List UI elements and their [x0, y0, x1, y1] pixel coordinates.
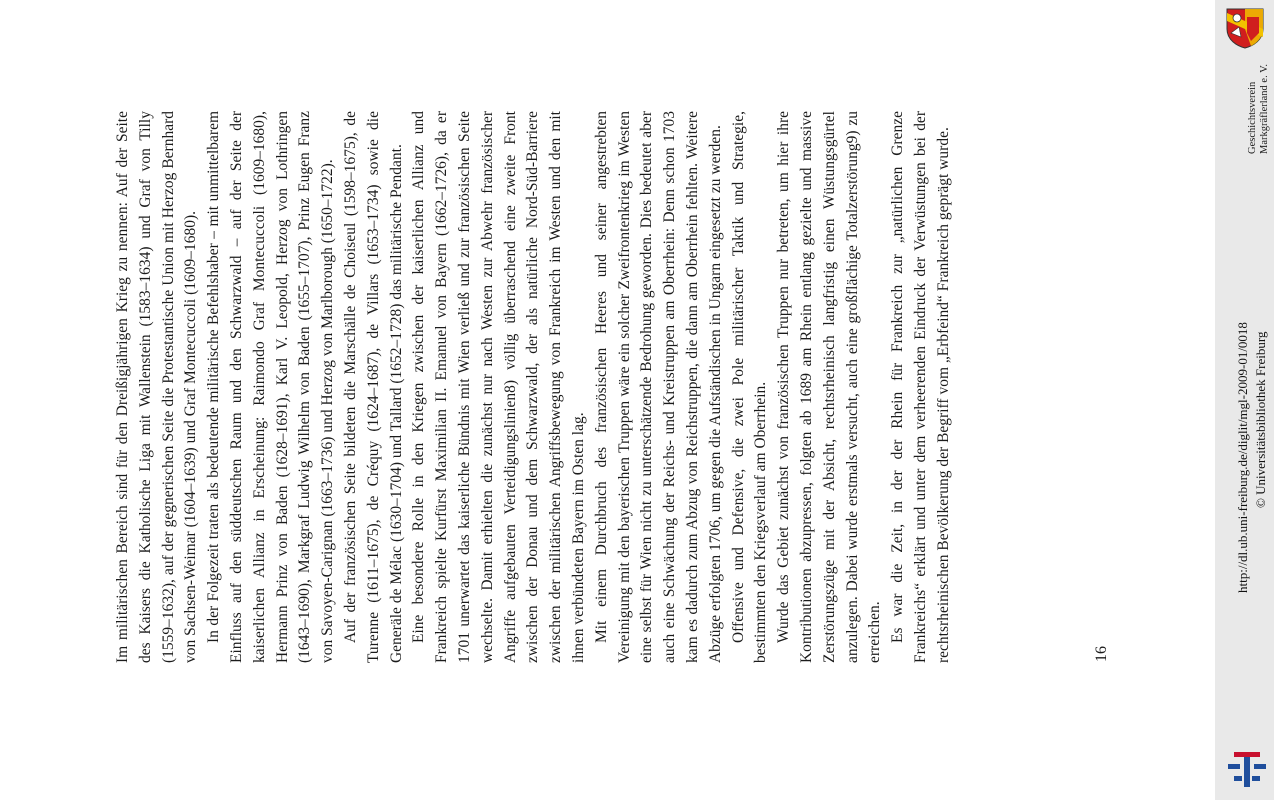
copyright-notice: © Universitätsbibliothek Freiburg	[1253, 331, 1268, 508]
paragraph: Offensive und Defensive, die zwei Pole militärischer Taktik und Strategie, bestimmten den Kriegsverlauf am Oberrhein.	[729, 111, 770, 663]
paragraph: Mit einem Durchbruch des französischen Heeres und seiner angestrebten Vereinigung mit den bayerischen Truppen wäre ein solcher Zweifrontenkrieg im Westen eine selbst für Wien nicht zu unterschätzende Bedrohung geworden. Dies bedeutet aber auch eine Schwächung der Reichs- und Kreistruppen am Oberrhein: Denn schon 1703 kam es dadurch zum Abzug von Reichstruppen, die dann am Oberrhein fehlten. Weitere Abzüge erfolgten 1706, um gegen die Aufständischen in Ungarn eingesetzt zu werden.	[592, 111, 724, 663]
university-library-logo-icon	[1226, 748, 1268, 790]
paragraph: Eine besondere Rolle in den Kriegen zwischen der kaiserlichen Allianz und Frankreich spielte Kurfürst Maximilian II. Emanuel von Bayern (1662–1726), da er 1701 unerwartet das kaiserliche Bündnis mit Wien verließ und zur französischen Seite wechselte. Damit erhielten die zunächst nur nach Westen zur Abwehr französischer Angriffe aufgebauten Verteidigungslinien8) völlig überraschend eine zweite Front zwischen der Donau und dem Schwarzwald, der als natürliche Nord-Süd-Barriere zwischen der militärischen Angriffsbewegung von Frankreich im Westen und den mit ihnen verbündeten Bayern im Osten lag.	[410, 111, 587, 663]
page-number: 16	[1093, 646, 1110, 662]
paragraph: Auf der französischen Seite bildeten die Marschälle de Choiseul (1598–1675), de Turenne (1611–1675), de Créquy (1624–1687), de Villars (1653–1734) sowie die Generäle de Mélac (1630–1704) und Tallard (1652–1728) das militärische Pendant.	[341, 111, 405, 663]
coat-of-arms-icon	[1223, 7, 1267, 49]
document-url-link[interactable]: http://dl.ub.uni-freiburg.de/diglit/mgl-2009-01/0018	[1235, 322, 1250, 593]
paragraph: Es war die Zeit, in der der Rhein für Frankreich zur „natürlichen Grenze Frankreichs“ erklärt und unter dem verheerenden Eindruck der Verwüstungen bei der rechtsrheinischen Bevölkerung der Begriff vom „Erbfeind“ Frankreich geprägt wurde.	[889, 111, 952, 663]
paragraph: In der Folgezeit traten als bedeutende militärische Befehlshaber – mit unmittelbarem Einfluss auf den süddeutschen Raum und den Schwarzwald – auf der Seite der kaiserlichen Allianz in Erscheinung: Raimondo Graf Montecuccoli (1609–1680), Hermann Prinz von Baden (1628–1691), Karl V. Leopold, Herzog von Lothringen (1643–1690), Markgraf Ludwig Wilhelm von Baden (1655–1707), Prinz Eugen Franz von Savoyen-Carignan (1663–1736) und Herzog von Marlborough (1650–1722).	[205, 111, 337, 663]
body-text	[112, 111, 955, 663]
society-name-line1: Geschichtsverein	[1247, 81, 1258, 154]
paragraph: Im militärischen Bereich sind für den Dreißigjährigen Krieg zu nennen: Auf der Seite des Kaisers die Katholische Liga mit Wallenstein (1583–1634) und Graf von Tilly (1559–1632), auf der gegnerischen Seite die Protestantische Union mit Herzog Bernhard von Sachsen-Weimar (1604–1639) und Graf Montecuccoli (1609–1680).	[114, 111, 200, 663]
society-name-line2: Markgräflerland e. V.	[1259, 64, 1270, 154]
paragraph: Wurde das Gebiet zunächst von französischen Truppen nur betreten, um hier ihre Kontributionen abzupressen, folgten ab 1689 am Rhein entlang gezielte und massive Zerstörungszüge mit der Absicht, rechtsrheinisch langfristig einen Wüstungsgürtel anzulegen. Dabei wurde erstmals versucht, auch eine großflächige Totalzerstörung9) zu erreichen.	[775, 111, 884, 663]
